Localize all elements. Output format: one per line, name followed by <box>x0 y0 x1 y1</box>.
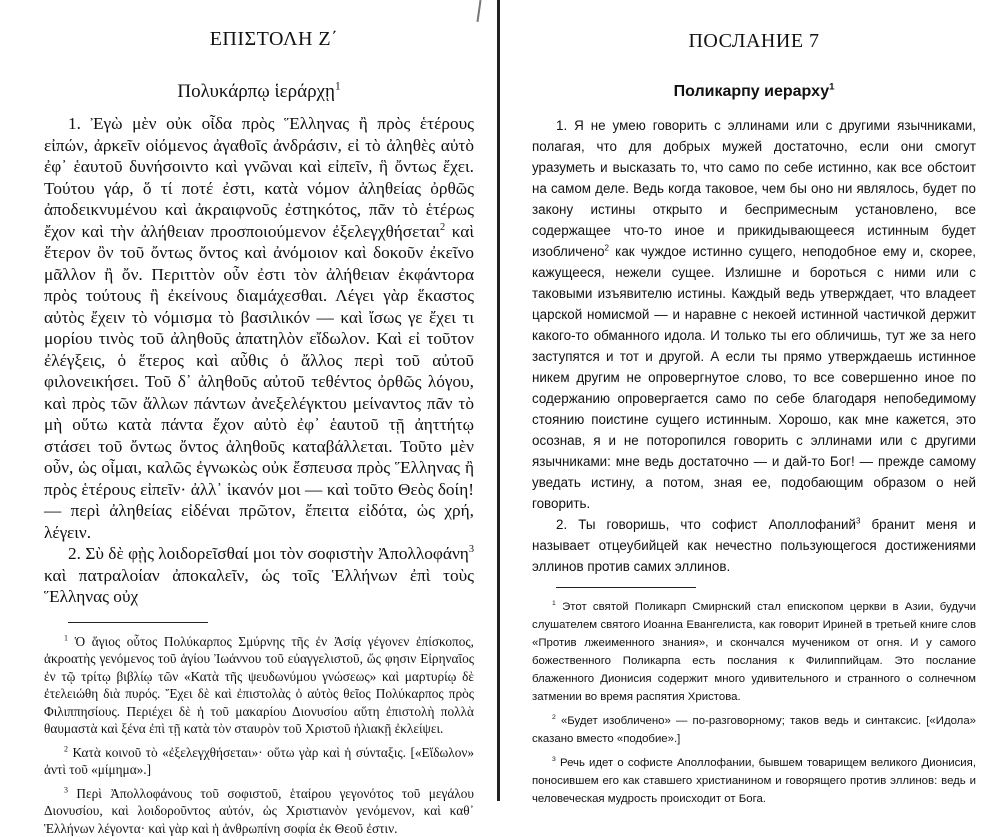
left-running-head: ΕΠΙΣΤΟΛΗ Ζ΄ <box>74 28 474 51</box>
right-para2-text: 2. Ты говоришь, что софист Аполлофаний <box>556 517 856 532</box>
right-para1-text: 1. Я не умею говорить с эллинами или с другими язычниками, полагая, что для добрых мужей достаточно, если они смогут уразуметь и высказать то, что само по себе истинно, как все обстоит на самом деле. Ведь когда таковое, чем бы оно ни являлось, будет по закону истины открыто и беспримесным установлено, все содержащее что-то иное и прикидывающееся истинным будет изобличено <box>532 118 976 259</box>
left-page <box>0 0 490 801</box>
footnote-ref: 3 <box>469 544 474 555</box>
footnote-ref: 1 <box>335 81 341 93</box>
footnote-mark: 2 <box>64 744 68 753</box>
footnote-mark: 1 <box>552 600 556 607</box>
left-addressee-text: Πολυκάρπῳ ἱεράρχῃ <box>177 81 335 102</box>
left-para1-text: 1. Ἐγὼ μὲν οὐκ οἶδα πρὸς Ἕλληνας ἢ πρὸς ἑτέρους εἰπών, ἀρκεῖν οἰόμενος ἀγαθοῖς ἀνδράσιν, εἰ τὸ ἀληθὲς αὐτὸ ἐφ᾽ ἑαυτοῦ δυνήσοιντο καὶ γνῶναι καὶ εἰπεῖν, ἣ ὄντως ἔχει. Τούτου γάρ, ὅ τί ποτέ ἐστι, κατὰ νόμον ἀληθείας ὀρθῶς ἀποδεικνυμένου καὶ ἀκραιφνοῦς ἐστηκότος, πᾶν τὸ ἑτέρως ἔχον καὶ τὴν ἀλήθειαν προσποιούμενον ἐξελεγχθήσεται <box>44 114 474 241</box>
footnote-text: «Будет изобличено» — по-разговорному; таков ведь и синтаксис. [«Идола» сказано вместо «подобие».] <box>532 715 976 745</box>
right-addressee <box>532 83 976 101</box>
footnote-mark: 3 <box>64 785 68 794</box>
footnote-ref: 2 <box>605 244 609 253</box>
left-para2-text: 2. Σὺ δὲ φῂς λοιδορεῖσθαί μοι τὸν σοφιστὴν Ἀπολλοφάνη <box>68 544 469 563</box>
right-paragraph-2 <box>532 514 976 577</box>
right-footnotes <box>532 598 976 808</box>
page-gutter <box>497 0 500 801</box>
left-footnote-2 <box>44 744 474 779</box>
right-footnote-3 <box>532 754 976 808</box>
footnote-mark: 2 <box>552 714 556 721</box>
left-footnotes <box>44 633 474 837</box>
footnote-text: Ὁ ἅγιος οὗτος Πολύκαρπος Σμύρνης τῆς ἐν Ἀσίᾳ γέγονεν ἐπίσκοπος, ἀκροατὴς γενόμενος τοῦ ἁγίου Ἰωάννου τοῦ εὐαγγελιστοῦ, ὥς φησιν Εἰρηναῖος ἐν τῷ τρίτῳ βιβλίῳ τῶν «Κατὰ τῆς ψευδωνύμου γνώσεως» καὶ μαρτυρίῳ δὲ ἐτελειώθη διὰ πυρός. Ἔχει δὲ καὶ ἐπιστολὰς ὁ αὐτὸς θεῖος Πολύκαρπος πρὸς Φιλιππησίους. Περιέχει δὲ ἡ τοῦ μακαρίου Διονυσίου αὕτη ἐπιστολὴ πολλὰ θαυμαστὰ καὶ ξένα ἐπὶ τῇ κατὰ τὸν σταυρὸν τοῦ Χριστοῦ ἡλιακῇ ἐκλείψει. <box>44 634 474 737</box>
footnote-text: Речь идет о софисте Аполлофании, бывшем товарищем великого Дионисия, поносившем его как ставшего христианином и говорящего против эллинов: ведь и человеческая мудрость происходит от Бога. <box>532 757 976 805</box>
right-page <box>504 0 1000 801</box>
footnote-mark: 1 <box>64 633 68 642</box>
left-paragraph-1 <box>44 113 474 543</box>
footnote-mark: 3 <box>552 756 556 763</box>
right-para2-cont: бранит меня и называет отцеубийцей как нечестно пользующегося достижениями эллинов против самих эллинов. <box>532 517 976 574</box>
left-paragraph-2 <box>44 543 474 608</box>
footnote-ref: 2 <box>440 222 445 233</box>
left-footnote-1 <box>44 633 474 738</box>
footnote-text: Κατὰ κοινοῦ τὸ «ἐξελεγχθήσεται»· οὕτω γὰρ καὶ ἡ σύνταξις. [«Εἴδωλον» ἀντὶ τοῦ «μίμημα».] <box>44 745 474 778</box>
left-footnote-3 <box>44 785 474 837</box>
right-running-head: ПОСЛАНИЕ 7 <box>532 30 976 53</box>
right-para1-cont: как чуждое истинно сущего, неподобное ему и, скорее, кажущееся, нежели сущее. Излишне и бороться с ними или с таковыми изъявителю истины. Каждый ведь утверждает, что владеет царской номисмой — и наравне с некоей истинной частичкой держит какого-то обманного идола. И только ты его обличишь, тут же за него заступятся и тот и другой. А если ты прямо утверждаешь истинное никем другим не опровергнутое слово, то все совершенно иное по содержанию опровергается само по себе благодаря непобедимому стоянию поистине сущего истинным. Хорошо, как мне кажется, это осознав, я и не поторопился говорить с эллинами или с другими язычниками: мне ведь достаточно — и дай-то Бог! — прежде самому уведать истину, а потом, зная ее, подобающим образом о ней говорить. <box>532 244 976 511</box>
right-footnote-1 <box>532 598 976 706</box>
right-footnote-2 <box>532 712 976 748</box>
left-para1-cont: καὶ ἕτερον ὂν τοῦ ὄντως ὄντος καὶ ἀνόμοιον καὶ δοκοῦν ἐκεῖνο μᾶλλον ἢ ὄν. Περιττὸν οὖν ἐστι τὸν ἀλήθειαν ἐκφάντορα πρὸς τούτους ἢ ἐκείνους διαμάχεσθαι. Λέγει γὰρ ἕκαστος αὐτὸς ἔχειν τὸ νόμισμα τὸ βασιλικόν — καὶ ἴσως γε ἔχει τι μορίου τινὸς τοῦ ἀληθοῦς ἀπατηλὸν εἴδωλον. Καὶ εἰ τοῦτον ἐλέγξεις, ὁ ἕτερος καὶ αὖθις ὁ ἄλλος περὶ τοῦ αὐτοῦ φιλονεικήσει. Τοῦ δ᾽ ἀληθοῦς αὐτοῦ τεθέντος ὀρθῶς λόγου, καὶ πρὸς τῶν ἄλλων πάντων ἀνεξελέγκτου μείναντος πᾶν τὸ μὴ οὕτω κατὰ πάντα ἔχον αὐτὸ ἐφ᾽ ἑαυτοῦ τῇ ἀηττήτῳ στάσει τοῦ ὄντως ὄντος ἀληθοῦς καταβάλλεται. Τοῦτο μὲν οὖν, ὡς οἶμαι, καλῶς ἐγνωκὼς οὐκ ἔσπευσα πρὸς Ἕλληνας ἢ πρὸς ἑτέρους εἰπεῖν· ἀλλ᾽ ἱκανόν μοι — καὶ τοῦτο Θεὸς δοίη! — περὶ ἀληθείας εἰδέναι πρῶτον, ἔπειτα εἰδότα, ὡς χρή, λέγειν. <box>44 222 474 542</box>
left-para2-cont: καὶ πατραλοίαν ἀποκαλεῖν, ὡς τοῖς Ἑλλήνων ἐπὶ τοὺς Ἕλληνας οὐχ <box>44 566 474 607</box>
footnote-rule <box>68 622 208 623</box>
footnote-rule <box>556 587 696 588</box>
right-paragraph-1 <box>532 115 976 514</box>
left-body <box>44 113 474 608</box>
right-body <box>532 115 976 577</box>
footnote-text: Этот святой Поликарп Смирнский стал епископом церкви в Азии, будучи слушателем святого Иоанна Евангелиста, как говорит Ириней в третьей книге слов «Против лжеименного знания», и скончался мучеником от огня. И у самого божественного Поликарпа есть послания к Филиппийцам. Это послание блаженного Дионисия содержит много удивительного и странного о солнечном затмении во время распятия Христова. <box>532 601 976 703</box>
footnote-text: Περὶ Ἀπολλοφάνους τοῦ σοφιστοῦ, ἑταίρου γεγονότος τοῦ μεγάλου Διονυσίου, καὶ λοιδοροῦντος αὐτόν, ὡς Χριστιανὸν γενόμενον, καὶ καθ᾽ Ἑλλήνων λέγοντα· καὶ γὰρ καὶ ἡ ἀνθρωπίνη σοφία ἐκ Θεοῦ ἐστιν. <box>44 786 474 836</box>
footnote-ref: 3 <box>856 517 860 526</box>
left-addressee <box>44 81 474 103</box>
right-addressee-text: Поликарпу иерарху <box>674 83 830 100</box>
footnote-ref: 1 <box>829 82 834 93</box>
